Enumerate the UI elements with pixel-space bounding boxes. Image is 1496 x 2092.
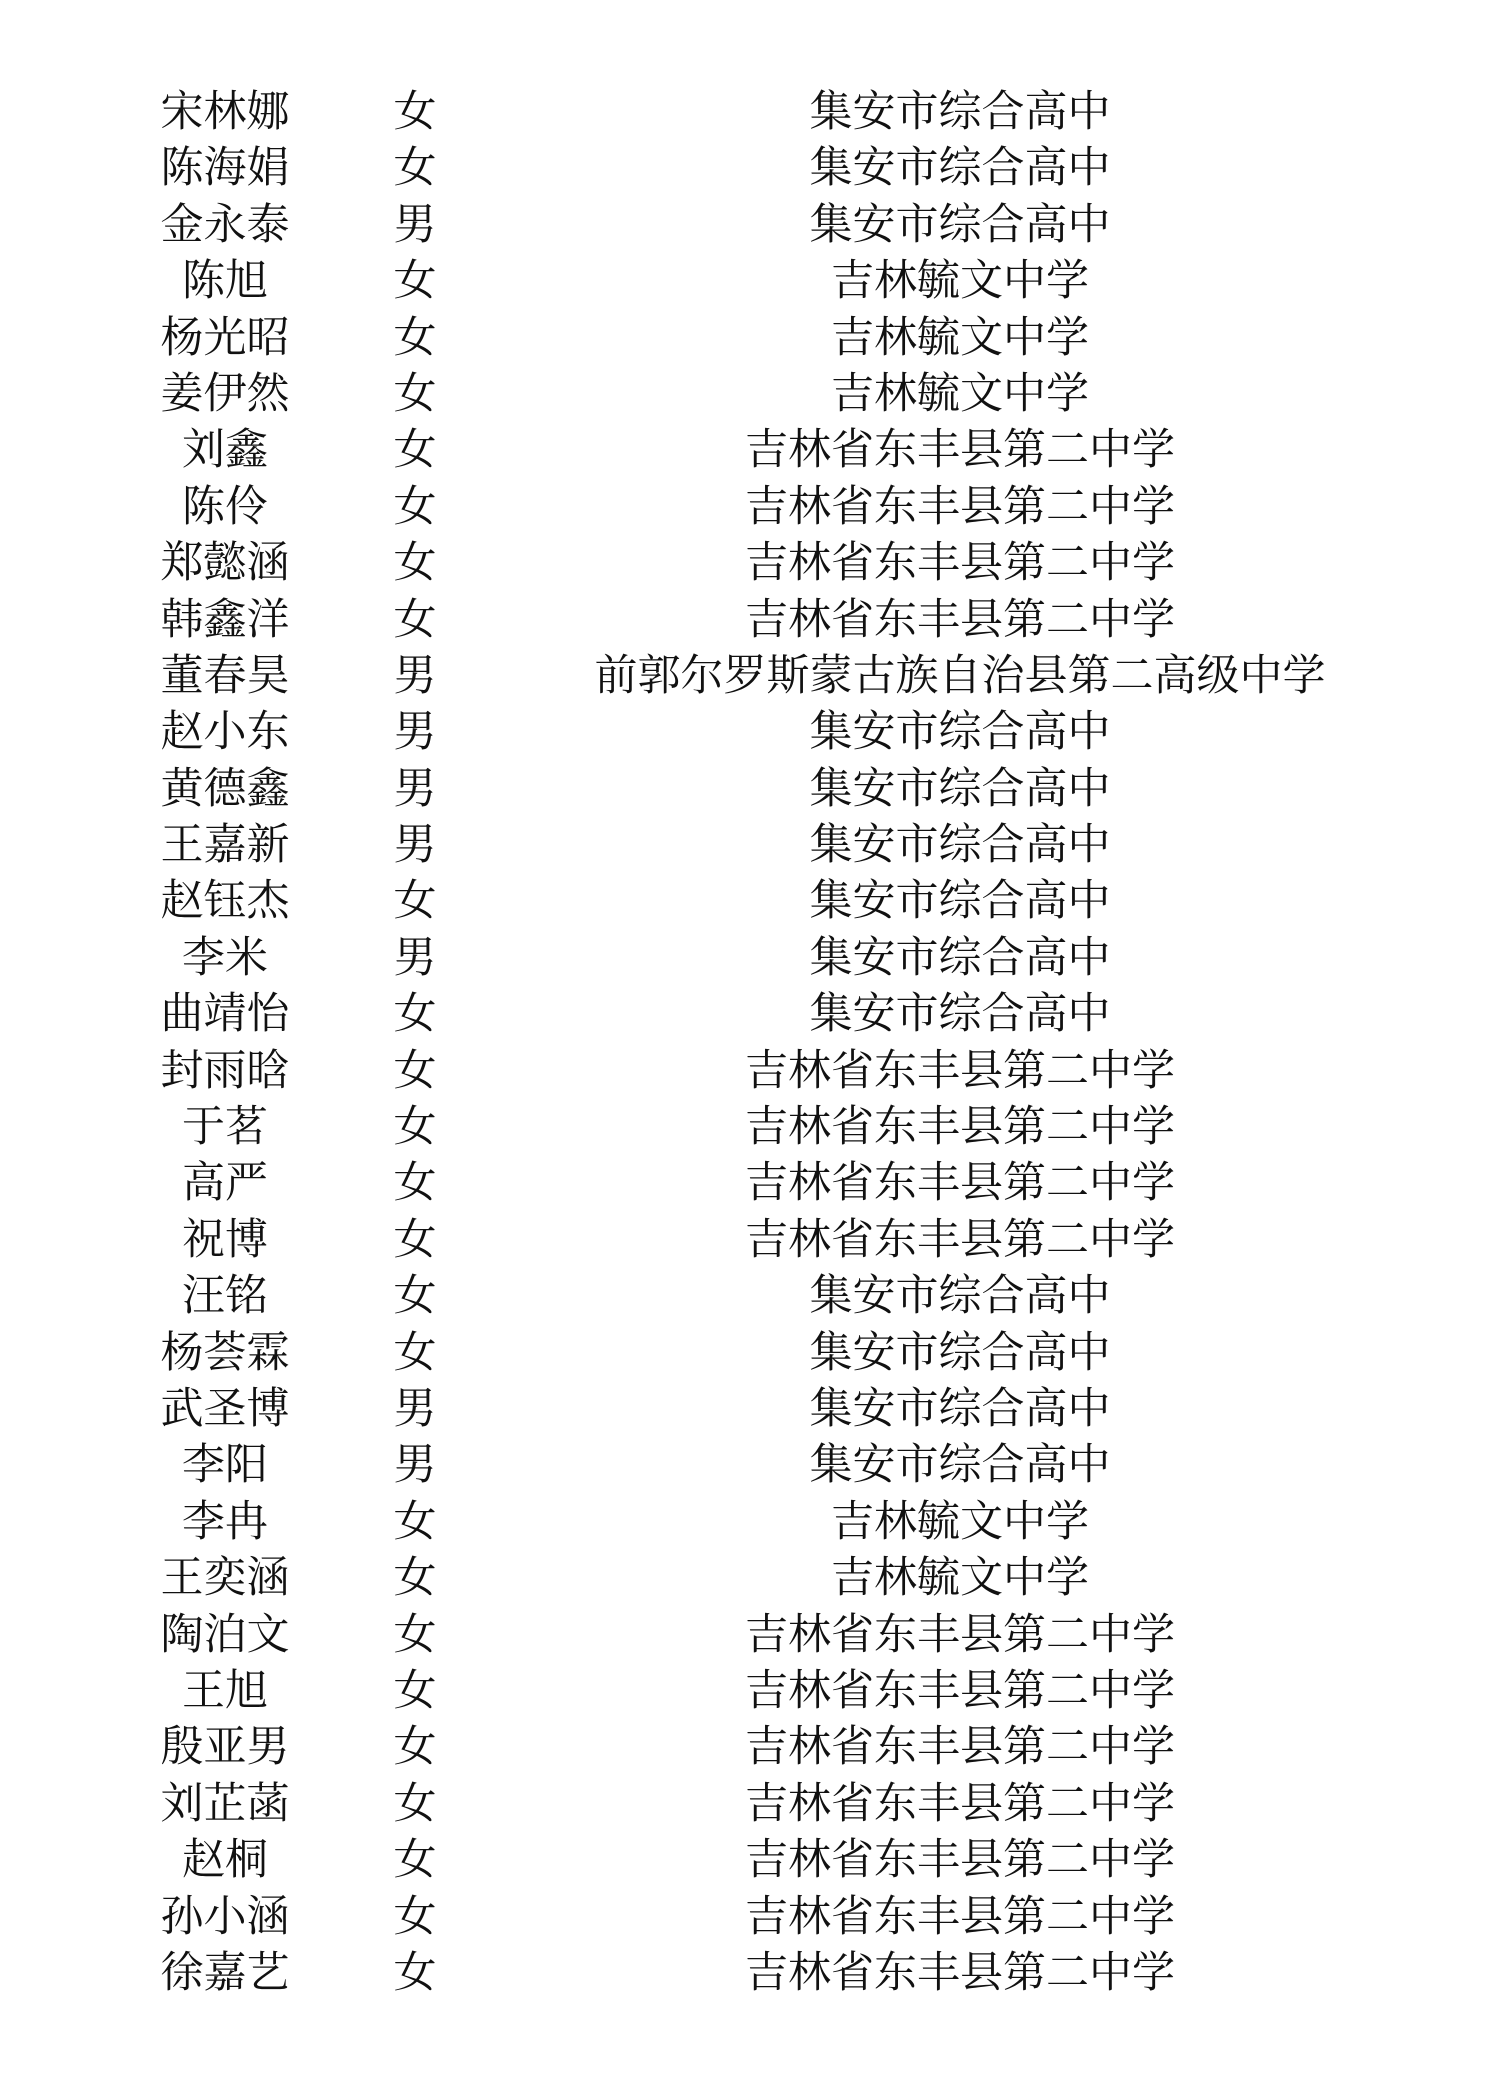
student-gender: 女: [393, 368, 437, 419]
student-school: 吉林省东丰县第二中学: [745, 1778, 1175, 1829]
student-gender: 女: [393, 594, 437, 645]
roster-row: [0, 930, 1496, 986]
student-school: 前郭尔罗斯蒙古族自治县第二高级中学: [594, 650, 1326, 701]
student-name: 封雨晗: [160, 1045, 290, 1096]
roster-row: [0, 1945, 1496, 2001]
student-school: 吉林省东丰县第二中学: [745, 1947, 1175, 1998]
student-name: 赵小东: [160, 707, 290, 758]
roster-row: [0, 1494, 1496, 1550]
student-name: 郑懿涵: [160, 538, 290, 589]
student-gender: 女: [393, 1778, 437, 1829]
roster-row: [0, 1099, 1496, 1155]
roster-row: [0, 704, 1496, 760]
student-school: 吉林毓文中学: [831, 1496, 1089, 1547]
student-gender: 女: [393, 1102, 437, 1153]
student-name: 孙小涵: [160, 1891, 290, 1942]
roster-row: [0, 479, 1496, 535]
student-name: 杨荟霖: [160, 1327, 290, 1378]
student-school: 集安市综合高中: [809, 1440, 1111, 1491]
student-gender: 女: [393, 1045, 437, 1096]
student-name: 宋林娜: [160, 87, 290, 137]
student-name: 李米: [182, 932, 268, 983]
student-school: 吉林省东丰县第二中学: [745, 1665, 1175, 1716]
roster-row: [0, 1268, 1496, 1324]
student-name: 董春昊: [160, 650, 290, 701]
student-name: 刘鑫: [182, 425, 268, 476]
student-name: 刘芷菡: [160, 1778, 290, 1829]
student-name: 陈海娟: [160, 143, 290, 194]
student-name: 陈伶: [182, 481, 268, 532]
student-gender: 女: [393, 1891, 437, 1942]
student-school: 吉林省东丰县第二中学: [745, 1214, 1175, 1265]
student-name: 韩鑫洋: [160, 594, 290, 645]
student-school: 集安市综合高中: [809, 707, 1111, 758]
student-name: 李冉: [182, 1496, 268, 1547]
student-name: 陈旭: [182, 256, 268, 307]
student-school: 吉林毓文中学: [831, 368, 1089, 419]
student-gender: 女: [393, 1158, 437, 1209]
student-gender: 女: [393, 1271, 437, 1322]
roster-row: [0, 761, 1496, 817]
roster-row: [0, 873, 1496, 929]
roster-row: [0, 1155, 1496, 1211]
student-gender: 女: [393, 1214, 437, 1265]
student-school: 吉林毓文中学: [831, 312, 1089, 363]
student-gender: 女: [393, 1496, 437, 1547]
roster-row: [0, 1043, 1496, 1099]
student-school: 吉林省东丰县第二中学: [745, 1045, 1175, 1096]
student-school: 集安市综合高中: [809, 143, 1111, 194]
student-gender: 女: [393, 538, 437, 589]
student-school: 吉林省东丰县第二中学: [745, 481, 1175, 532]
student-school: 吉林省东丰县第二中学: [745, 425, 1175, 476]
student-name: 曲靖怡: [160, 989, 290, 1040]
student-gender: 女: [393, 1947, 437, 1998]
roster-row: [0, 1381, 1496, 1437]
student-name: 高严: [182, 1158, 268, 1209]
student-name: 武圣博: [160, 1383, 290, 1434]
student-name: 赵桐: [182, 1835, 268, 1886]
student-gender: 女: [393, 876, 437, 927]
roster-row: [0, 1663, 1496, 1719]
student-school: 集安市综合高中: [809, 820, 1111, 871]
roster-row: [0, 1607, 1496, 1663]
student-gender: 男: [393, 1383, 437, 1434]
roster-row: [0, 1889, 1496, 1945]
roster-row: [0, 1550, 1496, 1606]
student-school: 吉林省东丰县第二中学: [745, 1722, 1175, 1773]
student-gender: 男: [393, 199, 437, 250]
roster-row: [0, 1212, 1496, 1268]
student-school: 吉林省东丰县第二中学: [745, 1835, 1175, 1886]
roster-row: [0, 253, 1496, 309]
roster-row: [0, 1832, 1496, 1888]
student-name: 李阳: [182, 1440, 268, 1491]
roster-list: [0, 84, 1496, 2001]
student-gender: 男: [393, 650, 437, 701]
student-gender: 女: [393, 1665, 437, 1716]
student-gender: 女: [393, 312, 437, 363]
roster-row: [0, 140, 1496, 196]
student-gender: 女: [393, 1553, 437, 1604]
roster-row: [0, 1719, 1496, 1775]
student-gender: 女: [393, 87, 437, 137]
student-gender: 男: [393, 932, 437, 983]
student-gender: 女: [393, 256, 437, 307]
student-gender: 男: [393, 707, 437, 758]
student-gender: 男: [393, 763, 437, 814]
student-school: 吉林省东丰县第二中学: [745, 538, 1175, 589]
student-gender: 女: [393, 1835, 437, 1886]
student-school: 集安市综合高中: [809, 1271, 1111, 1322]
student-name: 殷亚男: [160, 1722, 290, 1773]
student-school: 吉林毓文中学: [831, 256, 1089, 307]
student-school: 吉林省东丰县第二中学: [745, 1609, 1175, 1660]
student-school: 集安市综合高中: [809, 876, 1111, 927]
student-school: 吉林省东丰县第二中学: [745, 1102, 1175, 1153]
student-name: 金永泰: [160, 199, 290, 250]
student-school: 集安市综合高中: [809, 1383, 1111, 1434]
student-name: 陶泊文: [160, 1609, 290, 1660]
student-school: 集安市综合高中: [809, 199, 1111, 250]
roster-row: [0, 310, 1496, 366]
student-name: 黄德鑫: [160, 763, 290, 814]
student-school: 集安市综合高中: [809, 1327, 1111, 1378]
student-name: 王奕涵: [160, 1553, 290, 1604]
roster-row: [0, 1437, 1496, 1493]
student-gender: 女: [393, 989, 437, 1040]
roster-row: [0, 986, 1496, 1042]
roster-row: [0, 817, 1496, 873]
student-school: 集安市综合高中: [809, 932, 1111, 983]
student-gender: 男: [393, 1440, 437, 1491]
student-school: 集安市综合高中: [809, 87, 1111, 137]
student-gender: 女: [393, 1722, 437, 1773]
student-gender: 男: [393, 820, 437, 871]
roster-row: [0, 535, 1496, 591]
student-school: 集安市综合高中: [809, 763, 1111, 814]
student-name: 赵钰杰: [160, 876, 290, 927]
student-school: 集安市综合高中: [809, 989, 1111, 1040]
student-name: 杨光昭: [160, 312, 290, 363]
student-gender: 女: [393, 1327, 437, 1378]
student-gender: 女: [393, 481, 437, 532]
student-name: 王旭: [182, 1665, 268, 1716]
student-name: 王嘉新: [160, 820, 290, 871]
student-name: 徐嘉艺: [160, 1947, 290, 1998]
roster-row: [0, 84, 1496, 140]
student-name: 姜伊然: [160, 368, 290, 419]
student-name: 于茗: [182, 1102, 268, 1153]
student-gender: 女: [393, 425, 437, 476]
roster-row: [0, 1325, 1496, 1381]
roster-row: [0, 197, 1496, 253]
student-gender: 女: [393, 143, 437, 194]
student-gender: 女: [393, 1609, 437, 1660]
student-school: 吉林省东丰县第二中学: [745, 594, 1175, 645]
student-school: 吉林省东丰县第二中学: [745, 1891, 1175, 1942]
roster-row: [0, 1776, 1496, 1832]
roster-row: [0, 648, 1496, 704]
student-name: 祝博: [182, 1214, 268, 1265]
student-school: 吉林省东丰县第二中学: [745, 1158, 1175, 1209]
student-school: 吉林毓文中学: [831, 1553, 1089, 1604]
student-name: 汪铭: [182, 1271, 268, 1322]
roster-row: [0, 592, 1496, 648]
roster-row: [0, 422, 1496, 478]
roster-row: [0, 366, 1496, 422]
